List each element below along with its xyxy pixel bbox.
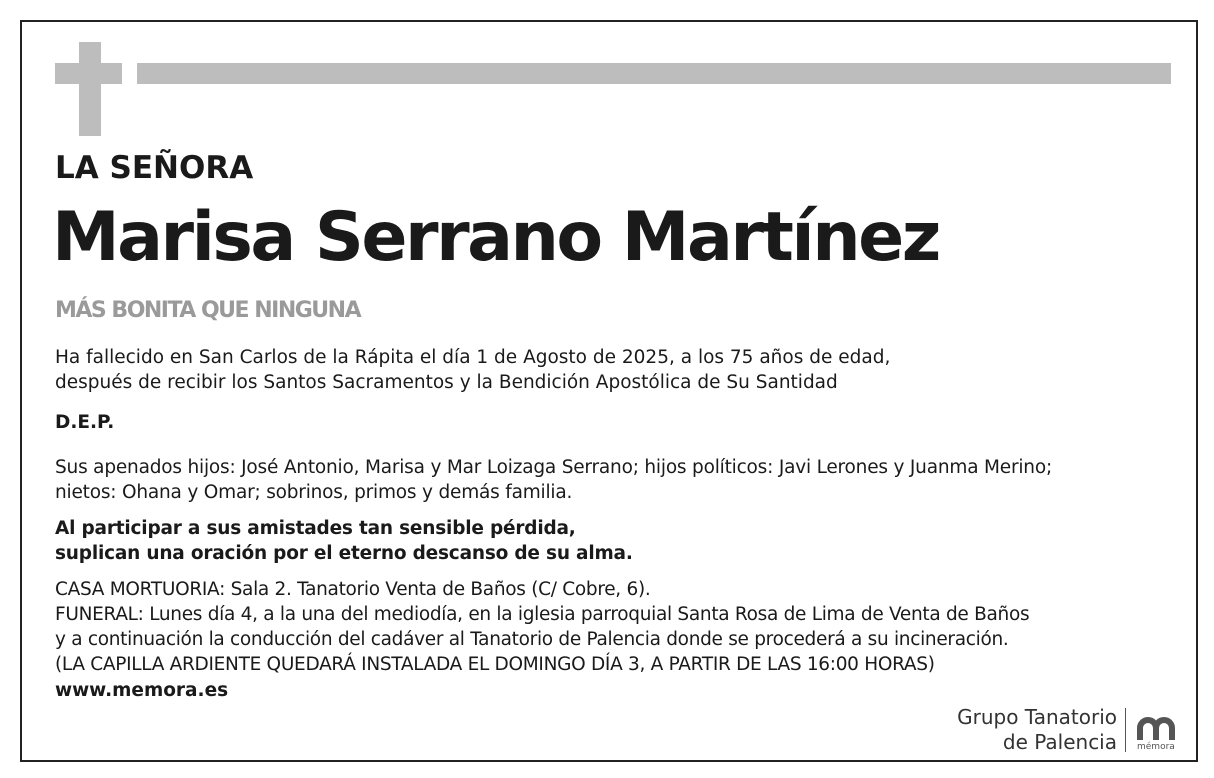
family-line: Sus apenados hijos: José Antonio, Marisa y Mar Loizaga Serrano; hijos políticos: Javi Lerones y Juanma Merino; [55,457,1052,478]
cross-horizontal-bar [55,63,122,84]
service-line: y a continuación la conducción del cadáver al Tanatorio de Palencia donde se procederá a su incineración. [55,629,1009,650]
service-line: FUNERAL: Lunes día 4, a la una del mediodía, en la iglesia parroquial Santa Rosa de Lima de Venta de Baños [55,604,1030,625]
header-rule [137,63,1171,84]
brand-line: Grupo Tanatorio [957,705,1117,729]
dep-label: D.E.P. [55,412,115,433]
website-link[interactable]: www.memora.es [55,680,229,701]
brand-divider [1125,708,1126,752]
subtitle: MÁS BONITA QUE NINGUNA [55,298,361,323]
death-line: después de recibir los Santos Sacramentos y la Bendición Apostólica de Su Santidad [55,372,838,393]
funeral-home-brand [930,705,1117,755]
family-paragraph [55,455,1052,505]
honorific: LA SEÑORA [55,150,254,186]
death-announcement [55,345,890,395]
family-line: nietos: Ohana y Omar; sobrinos, primos y demás familia. [55,482,573,503]
brand-line: de Palencia [1002,730,1117,754]
request-line: suplican una oración por el eterno descanso de su alma. [55,543,633,564]
prayer-request [55,516,633,566]
request-line: Al participar a sus amistades tan sensible pérdida, [55,518,576,539]
service-line: (LA CAPILLA ARDIENTE QUEDARÁ INSTALADA EL DOMINGO DÍA 3, A PARTIR DE LAS 16:00 HORAS) [55,654,935,675]
service-details [55,577,1029,677]
death-line: Ha fallecido en San Carlos de la Rápita el día 1 de Agosto de 2025, a los 75 años de edad, [55,347,891,368]
logo-caption: mémora [1137,742,1175,752]
cross-vertical-bar [79,42,101,136]
deceased-name: Marisa Serrano Martínez [52,198,939,277]
service-line: CASA MORTUORIA: Sala 2. Tanatorio Venta de Baños (C/ Cobre, 6). [55,579,651,600]
